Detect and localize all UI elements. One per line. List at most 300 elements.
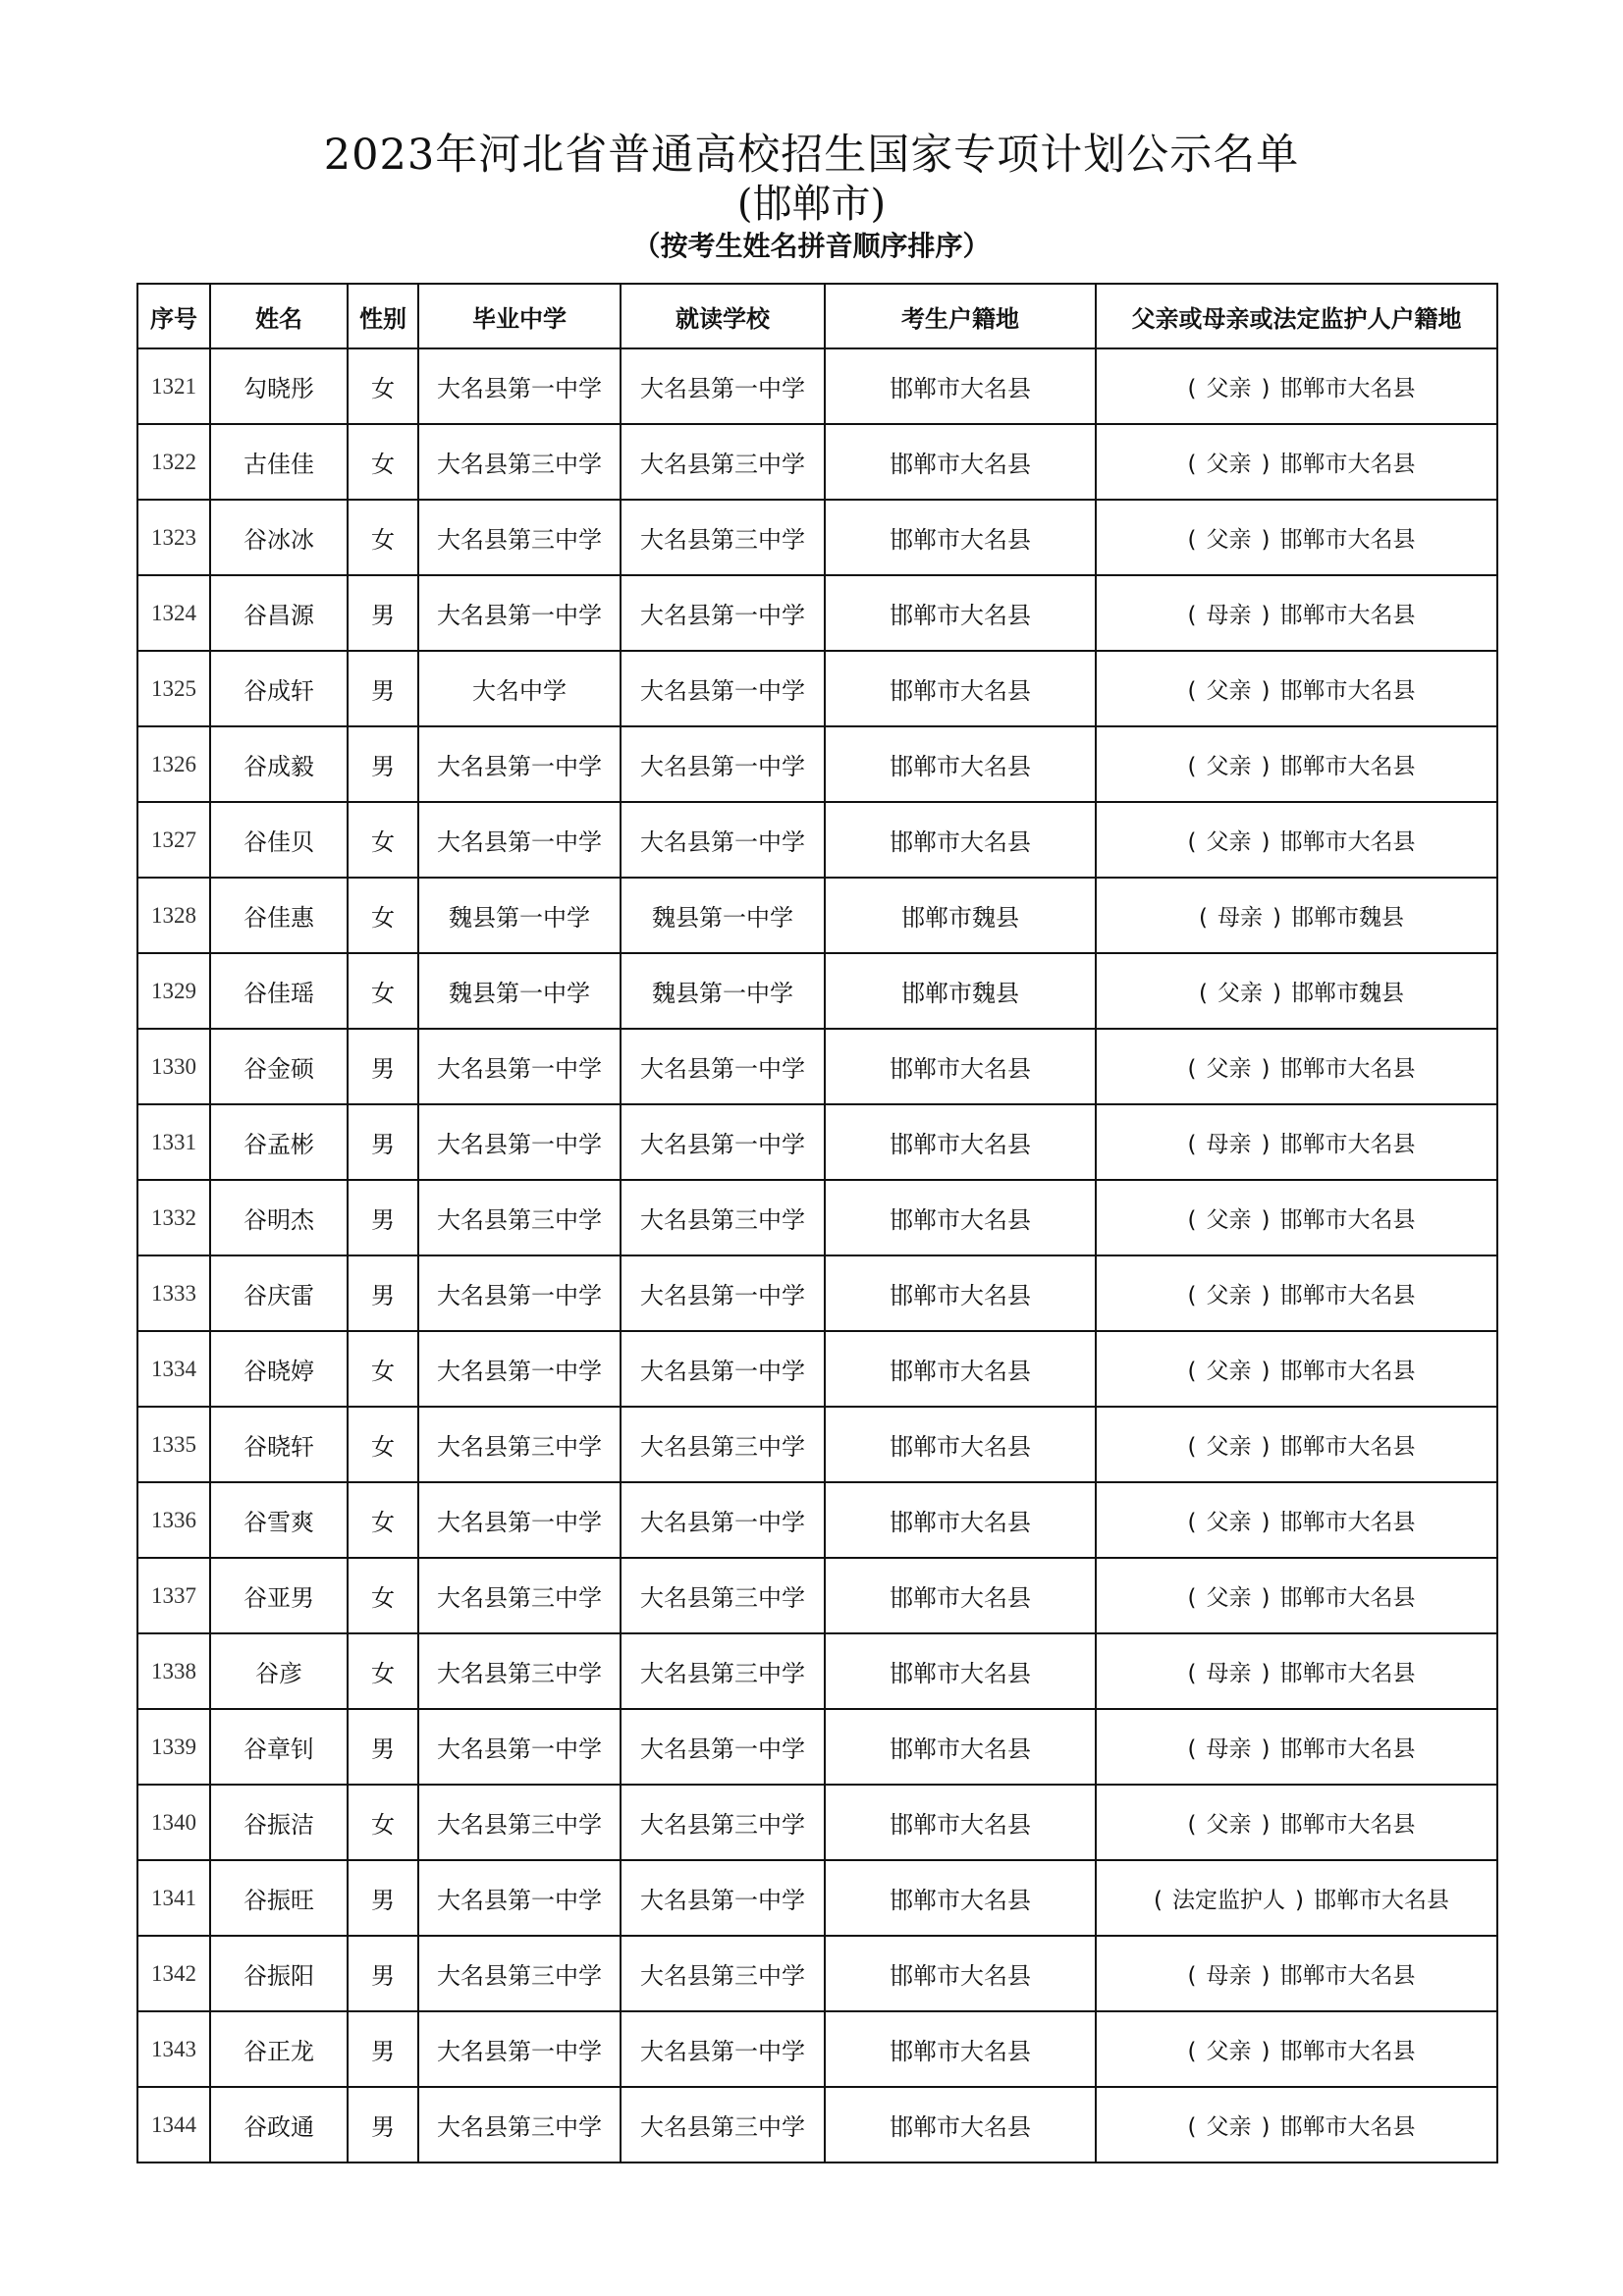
cell-name: 谷振阳 (210, 1936, 348, 2011)
cell-seq: 1342 (137, 1936, 210, 2011)
cell-name: 谷章钊 (210, 1709, 348, 1785)
cell-grad-school: 大名县第三中学 (418, 1936, 621, 2011)
table-row (137, 500, 1497, 575)
cell-student-hukou: 邯郸市大名县 (825, 1407, 1096, 1482)
cell-sex: 女 (348, 1633, 418, 1709)
table-row (137, 2011, 1497, 2087)
cell-student-hukou: 邯郸市大名县 (825, 1255, 1096, 1331)
parent-hukou-place: 邯郸市大名县 (1279, 829, 1416, 855)
cell-name: 勾晓彤 (210, 348, 348, 424)
cell-current-school: 大名县第三中学 (621, 1407, 825, 1482)
cell-seq: 1334 (137, 1331, 210, 1407)
table-row (137, 1785, 1497, 1860)
cell-seq: 1322 (137, 424, 210, 500)
cell-sex: 男 (348, 1255, 418, 1331)
parent-hukou-place: 邯郸市大名县 (1279, 452, 1416, 477)
cell-name: 谷雪爽 (210, 1482, 348, 1558)
parent-hukou-place: 邯郸市大名县 (1279, 376, 1416, 401)
cell-parent-hukou (1096, 651, 1497, 726)
parent-hukou-place: 邯郸市大名县 (1279, 603, 1416, 628)
parent-hukou-place: 邯郸市大名县 (1279, 1585, 1416, 1611)
close-paren: ) (1261, 2039, 1271, 2064)
relation-label: 父亲 (1206, 2114, 1252, 2140)
close-paren: ) (1261, 1963, 1271, 1989)
cell-name: 谷佳瑶 (210, 953, 348, 1029)
open-paren: ( (1187, 2039, 1197, 2064)
relation-label: 父亲 (1206, 1434, 1252, 1460)
open-paren: ( (1187, 2114, 1197, 2140)
cell-seq: 1340 (137, 1785, 210, 1860)
table-row (137, 2087, 1497, 2163)
cell-seq: 1324 (137, 575, 210, 651)
cell-seq: 1336 (137, 1482, 210, 1558)
cell-student-hukou: 邯郸市大名县 (825, 1558, 1096, 1633)
cell-seq: 1339 (137, 1709, 210, 1785)
table-row (137, 802, 1497, 878)
cell-seq: 1327 (137, 802, 210, 878)
cell-grad-school: 大名县第三中学 (418, 2087, 621, 2163)
cell-student-hukou: 邯郸市魏县 (825, 953, 1096, 1029)
open-paren: ( (1199, 981, 1208, 1006)
parent-hukou-place: 邯郸市大名县 (1279, 1359, 1416, 1384)
relation-label: 母亲 (1206, 1661, 1252, 1686)
cell-seq: 1337 (137, 1558, 210, 1633)
cell-seq: 1331 (137, 1104, 210, 1180)
parent-hukou-place: 邯郸市大名县 (1279, 1434, 1416, 1460)
cell-student-hukou: 邯郸市大名县 (825, 1709, 1096, 1785)
parent-hukou-place: 邯郸市魏县 (1290, 905, 1404, 931)
relation-label: 父亲 (1206, 452, 1252, 477)
parent-hukou-place: 邯郸市大名县 (1279, 2114, 1416, 2140)
close-paren: ) (1272, 981, 1281, 1006)
table-row (137, 1936, 1497, 2011)
relation-label: 母亲 (1206, 1736, 1252, 1762)
cell-student-hukou: 邯郸市大名县 (825, 2011, 1096, 2087)
table-row (137, 878, 1497, 953)
cell-current-school: 大名县第三中学 (621, 2087, 825, 2163)
cell-current-school: 大名县第三中学 (621, 424, 825, 500)
cell-sex: 女 (348, 1785, 418, 1860)
table-row (137, 1407, 1497, 1482)
cell-seq: 1332 (137, 1180, 210, 1255)
cell-parent-hukou (1096, 500, 1497, 575)
open-paren: ( (1187, 1812, 1197, 1838)
table-row (137, 726, 1497, 802)
cell-seq: 1344 (137, 2087, 210, 2163)
table-row (137, 1331, 1497, 1407)
cell-seq: 1325 (137, 651, 210, 726)
relation-label: 母亲 (1206, 603, 1252, 628)
cell-name: 谷晓婷 (210, 1331, 348, 1407)
parent-hukou-place: 邯郸市大名县 (1279, 1963, 1416, 1989)
cell-current-school: 大名县第三中学 (621, 500, 825, 575)
cell-sex: 女 (348, 1558, 418, 1633)
cell-name: 谷亚男 (210, 1558, 348, 1633)
open-paren: ( (1187, 678, 1197, 704)
cell-current-school: 大名县第一中学 (621, 2011, 825, 2087)
cell-parent-hukou (1096, 1407, 1497, 1482)
cell-name: 古佳佳 (210, 424, 348, 500)
cell-parent-hukou (1096, 1482, 1497, 1558)
open-paren: ( (1187, 754, 1197, 779)
table-row (137, 1104, 1497, 1180)
cell-grad-school: 大名县第一中学 (418, 1104, 621, 1180)
open-paren: ( (1187, 1510, 1197, 1535)
cell-current-school: 大名县第一中学 (621, 1029, 825, 1104)
cell-grad-school: 大名县第三中学 (418, 1633, 621, 1709)
cell-grad-school: 大名中学 (418, 651, 621, 726)
cell-grad-school: 大名县第一中学 (418, 1482, 621, 1558)
cell-parent-hukou (1096, 2011, 1497, 2087)
cell-student-hukou: 邯郸市大名县 (825, 348, 1096, 424)
cell-sex: 女 (348, 953, 418, 1029)
cell-parent-hukou (1096, 878, 1497, 953)
close-paren: ) (1261, 678, 1271, 704)
cell-seq: 1330 (137, 1029, 210, 1104)
close-paren: ) (1261, 376, 1271, 401)
cell-sex: 男 (348, 1180, 418, 1255)
close-paren: ) (1261, 1132, 1271, 1157)
cell-grad-school: 大名县第一中学 (418, 348, 621, 424)
cell-current-school: 大名县第一中学 (621, 1255, 825, 1331)
cell-current-school: 大名县第一中学 (621, 1482, 825, 1558)
relation-label: 父亲 (1206, 1056, 1252, 1082)
cell-parent-hukou (1096, 1709, 1497, 1785)
open-paren: ( (1187, 1056, 1197, 1082)
cell-grad-school: 大名县第一中学 (418, 726, 621, 802)
cell-name: 谷金硕 (210, 1029, 348, 1104)
open-paren: ( (1187, 1963, 1197, 1989)
close-paren: ) (1261, 1585, 1271, 1611)
table-row (137, 1482, 1497, 1558)
sort-note: （按考生姓名拼音顺序排序） (632, 230, 991, 262)
close-paren: ) (1261, 1434, 1271, 1460)
relation-label: 父亲 (1206, 1510, 1252, 1535)
cell-sex: 女 (348, 1482, 418, 1558)
cell-sex: 男 (348, 1029, 418, 1104)
relation-label: 母亲 (1217, 905, 1263, 931)
cell-sex: 女 (348, 348, 418, 424)
cell-name: 谷庆雷 (210, 1255, 348, 1331)
cell-current-school: 大名县第三中学 (621, 1785, 825, 1860)
cell-grad-school: 大名县第三中学 (418, 1407, 621, 1482)
cell-name: 谷孟彬 (210, 1104, 348, 1180)
cell-name: 谷佳贝 (210, 802, 348, 878)
cell-grad-school: 大名县第三中学 (418, 1785, 621, 1860)
cell-sex: 男 (348, 2011, 418, 2087)
table-row (137, 1180, 1497, 1255)
roster-table (136, 283, 1498, 2163)
page-title: 2023年河北省普通高校招生国家专项计划公示名单 (323, 131, 1300, 180)
cell-student-hukou: 邯郸市大名县 (825, 1104, 1096, 1180)
cell-name: 谷佳惠 (210, 878, 348, 953)
open-paren: ( (1187, 1661, 1197, 1686)
parent-hukou-place: 邯郸市大名县 (1279, 1132, 1416, 1157)
relation-label: 父亲 (1206, 1812, 1252, 1838)
relation-label: 母亲 (1206, 1963, 1252, 1989)
cell-grad-school: 大名县第一中学 (418, 1709, 621, 1785)
close-paren: ) (1295, 1888, 1304, 1913)
cell-current-school: 大名县第一中学 (621, 575, 825, 651)
cell-grad-school: 大名县第一中学 (418, 2011, 621, 2087)
parent-hukou-place: 邯郸市大名县 (1313, 1888, 1449, 1913)
close-paren: ) (1261, 1283, 1271, 1308)
close-paren: ) (1261, 527, 1271, 553)
close-paren: ) (1261, 1207, 1271, 1233)
close-paren: ) (1272, 905, 1281, 931)
cell-student-hukou: 邯郸市大名县 (825, 2087, 1096, 2163)
cell-grad-school: 魏县第一中学 (418, 953, 621, 1029)
cell-grad-school: 魏县第一中学 (418, 878, 621, 953)
table-row (137, 953, 1497, 1029)
cell-student-hukou: 邯郸市大名县 (825, 726, 1096, 802)
open-paren: ( (1187, 1207, 1197, 1233)
table-row (137, 1860, 1497, 1936)
cell-current-school: 大名县第三中学 (621, 1633, 825, 1709)
cell-sex: 女 (348, 1331, 418, 1407)
cell-current-school: 魏县第一中学 (621, 878, 825, 953)
cell-current-school: 大名县第一中学 (621, 1860, 825, 1936)
cell-parent-hukou (1096, 1860, 1497, 1936)
open-paren: ( (1187, 1132, 1197, 1157)
table-header-row (137, 284, 1497, 348)
open-paren: ( (1187, 1359, 1197, 1384)
cell-student-hukou: 邯郸市大名县 (825, 1860, 1096, 1936)
cell-seq: 1335 (137, 1407, 210, 1482)
cell-sex: 男 (348, 1860, 418, 1936)
table-row (137, 1255, 1497, 1331)
open-paren: ( (1187, 452, 1197, 477)
cell-student-hukou: 邯郸市大名县 (825, 1029, 1096, 1104)
cell-parent-hukou (1096, 1104, 1497, 1180)
table-row (137, 424, 1497, 500)
open-paren: ( (1187, 376, 1197, 401)
cell-parent-hukou (1096, 1029, 1497, 1104)
relation-label: 父亲 (1206, 2039, 1252, 2064)
cell-parent-hukou (1096, 1558, 1497, 1633)
parent-hukou-place: 邯郸市大名县 (1279, 527, 1416, 553)
cell-student-hukou: 邯郸市大名县 (825, 651, 1096, 726)
cell-current-school: 魏县第一中学 (621, 953, 825, 1029)
cell-seq: 1338 (137, 1633, 210, 1709)
cell-parent-hukou (1096, 1936, 1497, 2011)
parent-hukou-place: 邯郸市大名县 (1279, 1510, 1416, 1535)
col-header-seq: 序号 (137, 284, 210, 348)
cell-seq: 1341 (137, 1860, 210, 1936)
cell-parent-hukou (1096, 424, 1497, 500)
relation-label: 父亲 (1206, 678, 1252, 704)
cell-name: 谷成轩 (210, 651, 348, 726)
cell-current-school: 大名县第一中学 (621, 651, 825, 726)
close-paren: ) (1261, 1736, 1271, 1762)
cell-parent-hukou (1096, 348, 1497, 424)
close-paren: ) (1261, 1812, 1271, 1838)
cell-current-school: 大名县第一中学 (621, 1709, 825, 1785)
cell-current-school: 大名县第一中学 (621, 802, 825, 878)
relation-label: 法定监护人 (1172, 1888, 1285, 1913)
relation-label: 父亲 (1206, 829, 1252, 855)
cell-name: 谷政通 (210, 2087, 348, 2163)
parent-hukou-place: 邯郸市大名县 (1279, 1736, 1416, 1762)
relation-label: 父亲 (1206, 754, 1252, 779)
cell-grad-school: 大名县第一中学 (418, 1255, 621, 1331)
cell-seq: 1343 (137, 2011, 210, 2087)
cell-sex: 女 (348, 802, 418, 878)
parent-hukou-place: 邯郸市大名县 (1279, 1283, 1416, 1308)
cell-current-school: 大名县第三中学 (621, 1180, 825, 1255)
cell-student-hukou: 邯郸市大名县 (825, 1482, 1096, 1558)
cell-name: 谷明杰 (210, 1180, 348, 1255)
cell-student-hukou: 邯郸市大名县 (825, 424, 1096, 500)
relation-label: 父亲 (1206, 376, 1252, 401)
relation-label: 父亲 (1206, 1359, 1252, 1384)
open-paren: ( (1187, 829, 1197, 855)
cell-grad-school: 大名县第一中学 (418, 575, 621, 651)
relation-label: 父亲 (1206, 527, 1252, 553)
col-header-sex: 性别 (348, 284, 418, 348)
cell-student-hukou: 邯郸市大名县 (825, 1936, 1096, 2011)
page-subtitle: (邯郸市) (736, 182, 887, 227)
parent-hukou-place: 邯郸市魏县 (1290, 981, 1404, 1006)
open-paren: ( (1187, 1434, 1197, 1460)
cell-student-hukou: 邯郸市大名县 (825, 500, 1096, 575)
table-row (137, 1558, 1497, 1633)
cell-student-hukou: 邯郸市大名县 (825, 802, 1096, 878)
cell-name: 谷冰冰 (210, 500, 348, 575)
open-paren: ( (1187, 1736, 1197, 1762)
cell-parent-hukou (1096, 1633, 1497, 1709)
cell-parent-hukou (1096, 802, 1497, 878)
open-paren: ( (1187, 603, 1197, 628)
cell-name: 谷晓轩 (210, 1407, 348, 1482)
parent-hukou-place: 邯郸市大名县 (1279, 1207, 1416, 1233)
open-paren: ( (1187, 1283, 1197, 1308)
cell-name: 谷振洁 (210, 1785, 348, 1860)
cell-seq: 1323 (137, 500, 210, 575)
cell-student-hukou: 邯郸市大名县 (825, 1785, 1096, 1860)
cell-current-school: 大名县第一中学 (621, 348, 825, 424)
cell-sex: 男 (348, 726, 418, 802)
close-paren: ) (1261, 1661, 1271, 1686)
cell-student-hukou: 邯郸市魏县 (825, 878, 1096, 953)
cell-parent-hukou (1096, 726, 1497, 802)
cell-sex: 女 (348, 500, 418, 575)
cell-seq: 1321 (137, 348, 210, 424)
table-row (137, 575, 1497, 651)
cell-sex: 男 (348, 575, 418, 651)
relation-label: 母亲 (1206, 1132, 1252, 1157)
cell-grad-school: 大名县第三中学 (418, 1180, 621, 1255)
relation-label: 父亲 (1206, 1207, 1252, 1233)
cell-grad-school: 大名县第一中学 (418, 802, 621, 878)
close-paren: ) (1261, 754, 1271, 779)
relation-label: 父亲 (1206, 1585, 1252, 1611)
close-paren: ) (1261, 2114, 1271, 2140)
cell-name: 谷昌源 (210, 575, 348, 651)
cell-student-hukou: 邯郸市大名县 (825, 1331, 1096, 1407)
col-header-name: 姓名 (210, 284, 348, 348)
table-row (137, 1029, 1497, 1104)
cell-current-school: 大名县第一中学 (621, 1331, 825, 1407)
cell-parent-hukou (1096, 953, 1497, 1029)
cell-current-school: 大名县第一中学 (621, 1104, 825, 1180)
cell-grad-school: 大名县第一中学 (418, 1860, 621, 1936)
cell-current-school: 大名县第一中学 (621, 726, 825, 802)
parent-hukou-place: 邯郸市大名县 (1279, 1812, 1416, 1838)
cell-sex: 男 (348, 1104, 418, 1180)
col-header-current-school: 就读学校 (621, 284, 825, 348)
close-paren: ) (1261, 1056, 1271, 1082)
close-paren: ) (1261, 1510, 1271, 1535)
cell-grad-school: 大名县第一中学 (418, 1029, 621, 1104)
close-paren: ) (1261, 1359, 1271, 1384)
cell-parent-hukou (1096, 1180, 1497, 1255)
open-paren: ( (1187, 1585, 1197, 1611)
parent-hukou-place: 邯郸市大名县 (1279, 1056, 1416, 1082)
close-paren: ) (1261, 603, 1271, 628)
cell-sex: 男 (348, 2087, 418, 2163)
cell-student-hukou: 邯郸市大名县 (825, 1180, 1096, 1255)
parent-hukou-place: 邯郸市大名县 (1279, 1661, 1416, 1686)
open-paren: ( (1187, 527, 1197, 553)
relation-label: 父亲 (1217, 981, 1263, 1006)
cell-parent-hukou (1096, 1255, 1497, 1331)
table-row (137, 1709, 1497, 1785)
cell-sex: 男 (348, 651, 418, 726)
table-row (137, 348, 1497, 424)
cell-sex: 女 (348, 1407, 418, 1482)
cell-parent-hukou (1096, 1785, 1497, 1860)
cell-parent-hukou (1096, 575, 1497, 651)
open-paren: ( (1199, 905, 1208, 931)
close-paren: ) (1261, 452, 1271, 477)
cell-student-hukou: 邯郸市大名县 (825, 575, 1096, 651)
cell-grad-school: 大名县第三中学 (418, 500, 621, 575)
cell-seq: 1326 (137, 726, 210, 802)
cell-grad-school: 大名县第三中学 (418, 424, 621, 500)
cell-name: 谷振旺 (210, 1860, 348, 1936)
cell-current-school: 大名县第三中学 (621, 1936, 825, 2011)
cell-name: 谷正龙 (210, 2011, 348, 2087)
parent-hukou-place: 邯郸市大名县 (1279, 678, 1416, 704)
cell-seq: 1333 (137, 1255, 210, 1331)
table-row (137, 651, 1497, 726)
cell-seq: 1328 (137, 878, 210, 953)
open-paren: ( (1154, 1888, 1163, 1913)
cell-grad-school: 大名县第一中学 (418, 1331, 621, 1407)
parent-hukou-place: 邯郸市大名县 (1279, 2039, 1416, 2064)
cell-seq: 1329 (137, 953, 210, 1029)
table-row (137, 1633, 1497, 1709)
cell-sex: 男 (348, 1709, 418, 1785)
cell-sex: 女 (348, 878, 418, 953)
cell-name: 谷成毅 (210, 726, 348, 802)
col-header-grad-school: 毕业中学 (418, 284, 621, 348)
cell-parent-hukou (1096, 2087, 1497, 2163)
cell-grad-school: 大名县第三中学 (418, 1558, 621, 1633)
cell-sex: 女 (348, 424, 418, 500)
cell-student-hukou: 邯郸市大名县 (825, 1633, 1096, 1709)
cell-current-school: 大名县第三中学 (621, 1558, 825, 1633)
cell-parent-hukou (1096, 1331, 1497, 1407)
cell-sex: 男 (348, 1936, 418, 2011)
col-header-student-hukou: 考生户籍地 (825, 284, 1096, 348)
cell-name: 谷彦 (210, 1633, 348, 1709)
relation-label: 父亲 (1206, 1283, 1252, 1308)
parent-hukou-place: 邯郸市大名县 (1279, 754, 1416, 779)
close-paren: ) (1261, 829, 1271, 855)
col-header-parent-hukou: 父亲或母亲或法定监护人户籍地 (1096, 284, 1497, 348)
